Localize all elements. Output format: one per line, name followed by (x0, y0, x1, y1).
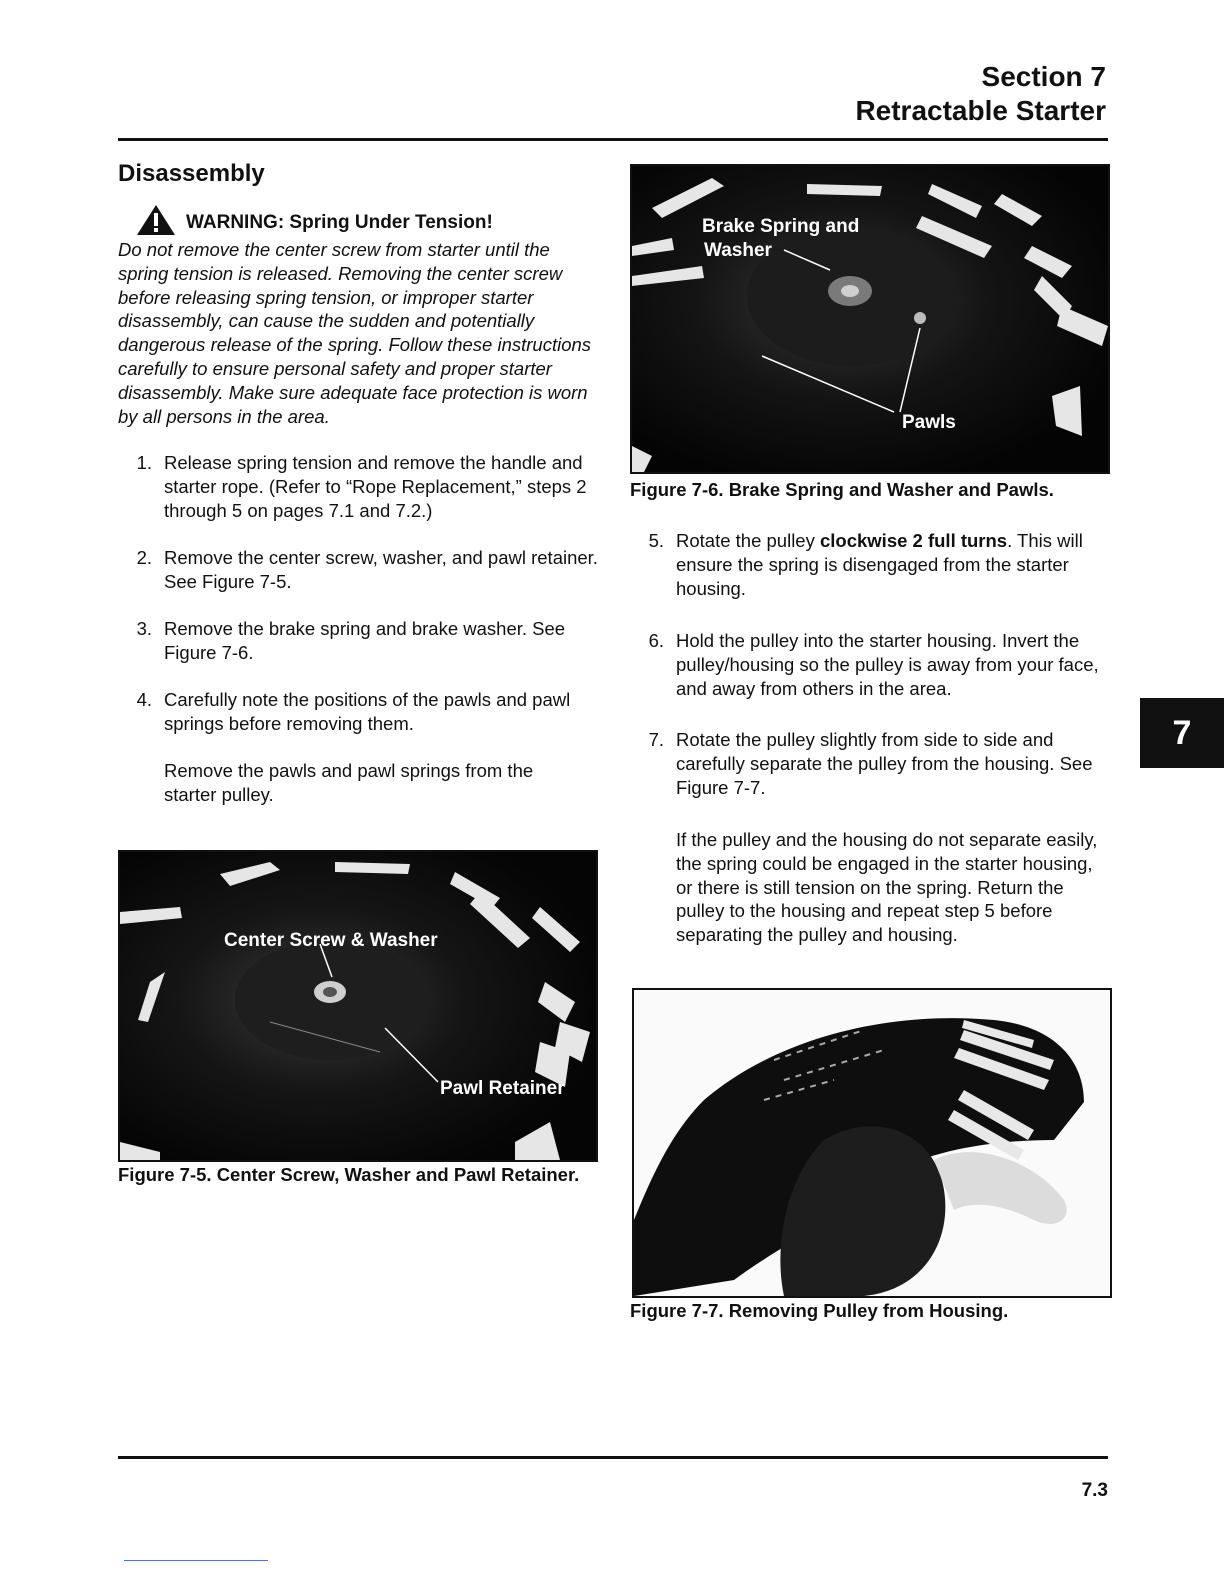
warning-text: Do not remove the center screw from starter until the spring tension is released. Removing the center screw before releasing spring tension, or improper starter disassembly, can cause the sudden and potentially dangerous release of the spring. Follow these instructions carefully to ensure personal safety and proper starter disassembly. Make sure adequate face protection is worn by all persons in the area. (118, 239, 592, 427)
figure-7-5-photo (118, 850, 598, 1162)
step-number: 5. (648, 530, 664, 551)
section-number: Section 7 (981, 61, 1106, 92)
step-text (676, 529, 1110, 600)
label-brake-spring: Brake Spring and (702, 216, 860, 237)
figure-7-7-photo (632, 988, 1112, 1298)
section-tab: 7 (1140, 698, 1224, 768)
figure-7-6-photo (630, 164, 1110, 474)
step-5 (636, 529, 1110, 600)
disassembly-heading: Disassembly (118, 160, 265, 187)
page-number: 7.3 (1081, 1480, 1108, 1501)
step-text-part: Rotate the pulley (676, 530, 820, 551)
step-text: Hold the pulley into the starter housing. Invert the pulley/housing so the pulley is away from your face, and away from others in the area. (676, 630, 1099, 699)
label-pawls: Pawls (902, 412, 956, 433)
step-2 (124, 546, 598, 594)
step-1 (124, 451, 598, 522)
step-4 (124, 688, 598, 736)
warning-title: WARNING: Spring Under Tension! (186, 211, 493, 233)
step-text-emphasis: clockwise 2 full turns (819, 530, 1008, 551)
step-text: Remove the center screw, washer, and pawl retainer. See Figure 7-5. (164, 547, 598, 592)
step-4-followup: Remove the pawls and pawl springs from the starter pulley. (164, 760, 534, 805)
top-rule (118, 138, 1108, 141)
step-7 (636, 728, 1110, 799)
step-text: Remove the brake spring and brake washer. See Figure 7-6. (164, 618, 566, 663)
step-7-followup: If the pulley and the housing do not separate easily, the spring could be engaged in the starter housing, or there is still tension on the spring. Return the pulley to the housing and repeat step 5 before separating the pulley and housing. (676, 829, 1098, 946)
label-center-screw-washer: Center Screw & Washer (224, 930, 438, 951)
step-6 (636, 629, 1110, 700)
label-washer: Washer (704, 240, 772, 261)
step-text: Carefully note the positions of the pawls and pawl springs before removing them. (164, 689, 571, 734)
figure-7-6-caption: Figure 7-6. Brake Spring and Washer and Pawls. (630, 479, 1054, 500)
step-number: 3. (136, 618, 152, 639)
step-number: 7. (648, 729, 664, 750)
step-number: 6. (648, 630, 664, 651)
warning-triangle-icon (136, 204, 176, 241)
section-title: Retractable Starter (855, 95, 1106, 126)
step-text: Rotate the pulley slightly from side to side and carefully separate the pulley from the housing. See Figure 7-7. (676, 729, 1093, 798)
figure-7-5-caption: Figure 7-5. Center Screw, Washer and Pawl Retainer. (118, 1164, 580, 1185)
bottom-rule (118, 1456, 1108, 1459)
step-text: Release spring tension and remove the handle and starter rope. (Refer to “Rope Replacement,” steps 2 through 5 on pages 7.1 and 7.2.) (164, 452, 587, 521)
warning-header (136, 204, 493, 241)
footer-line (124, 1560, 268, 1561)
step-number: 4. (136, 689, 152, 710)
figure-7-7-caption: Figure 7-7. Removing Pulley from Housing. (630, 1300, 1009, 1321)
section-header (855, 60, 1106, 128)
step-3 (124, 617, 598, 665)
step-number: 2. (136, 547, 152, 568)
label-pawl-retainer: Pawl Retainer (440, 1078, 565, 1099)
step-number: 1. (136, 452, 152, 473)
step-text-part: . This will ensure the spring is disengaged from the starter housing. (676, 530, 1083, 599)
